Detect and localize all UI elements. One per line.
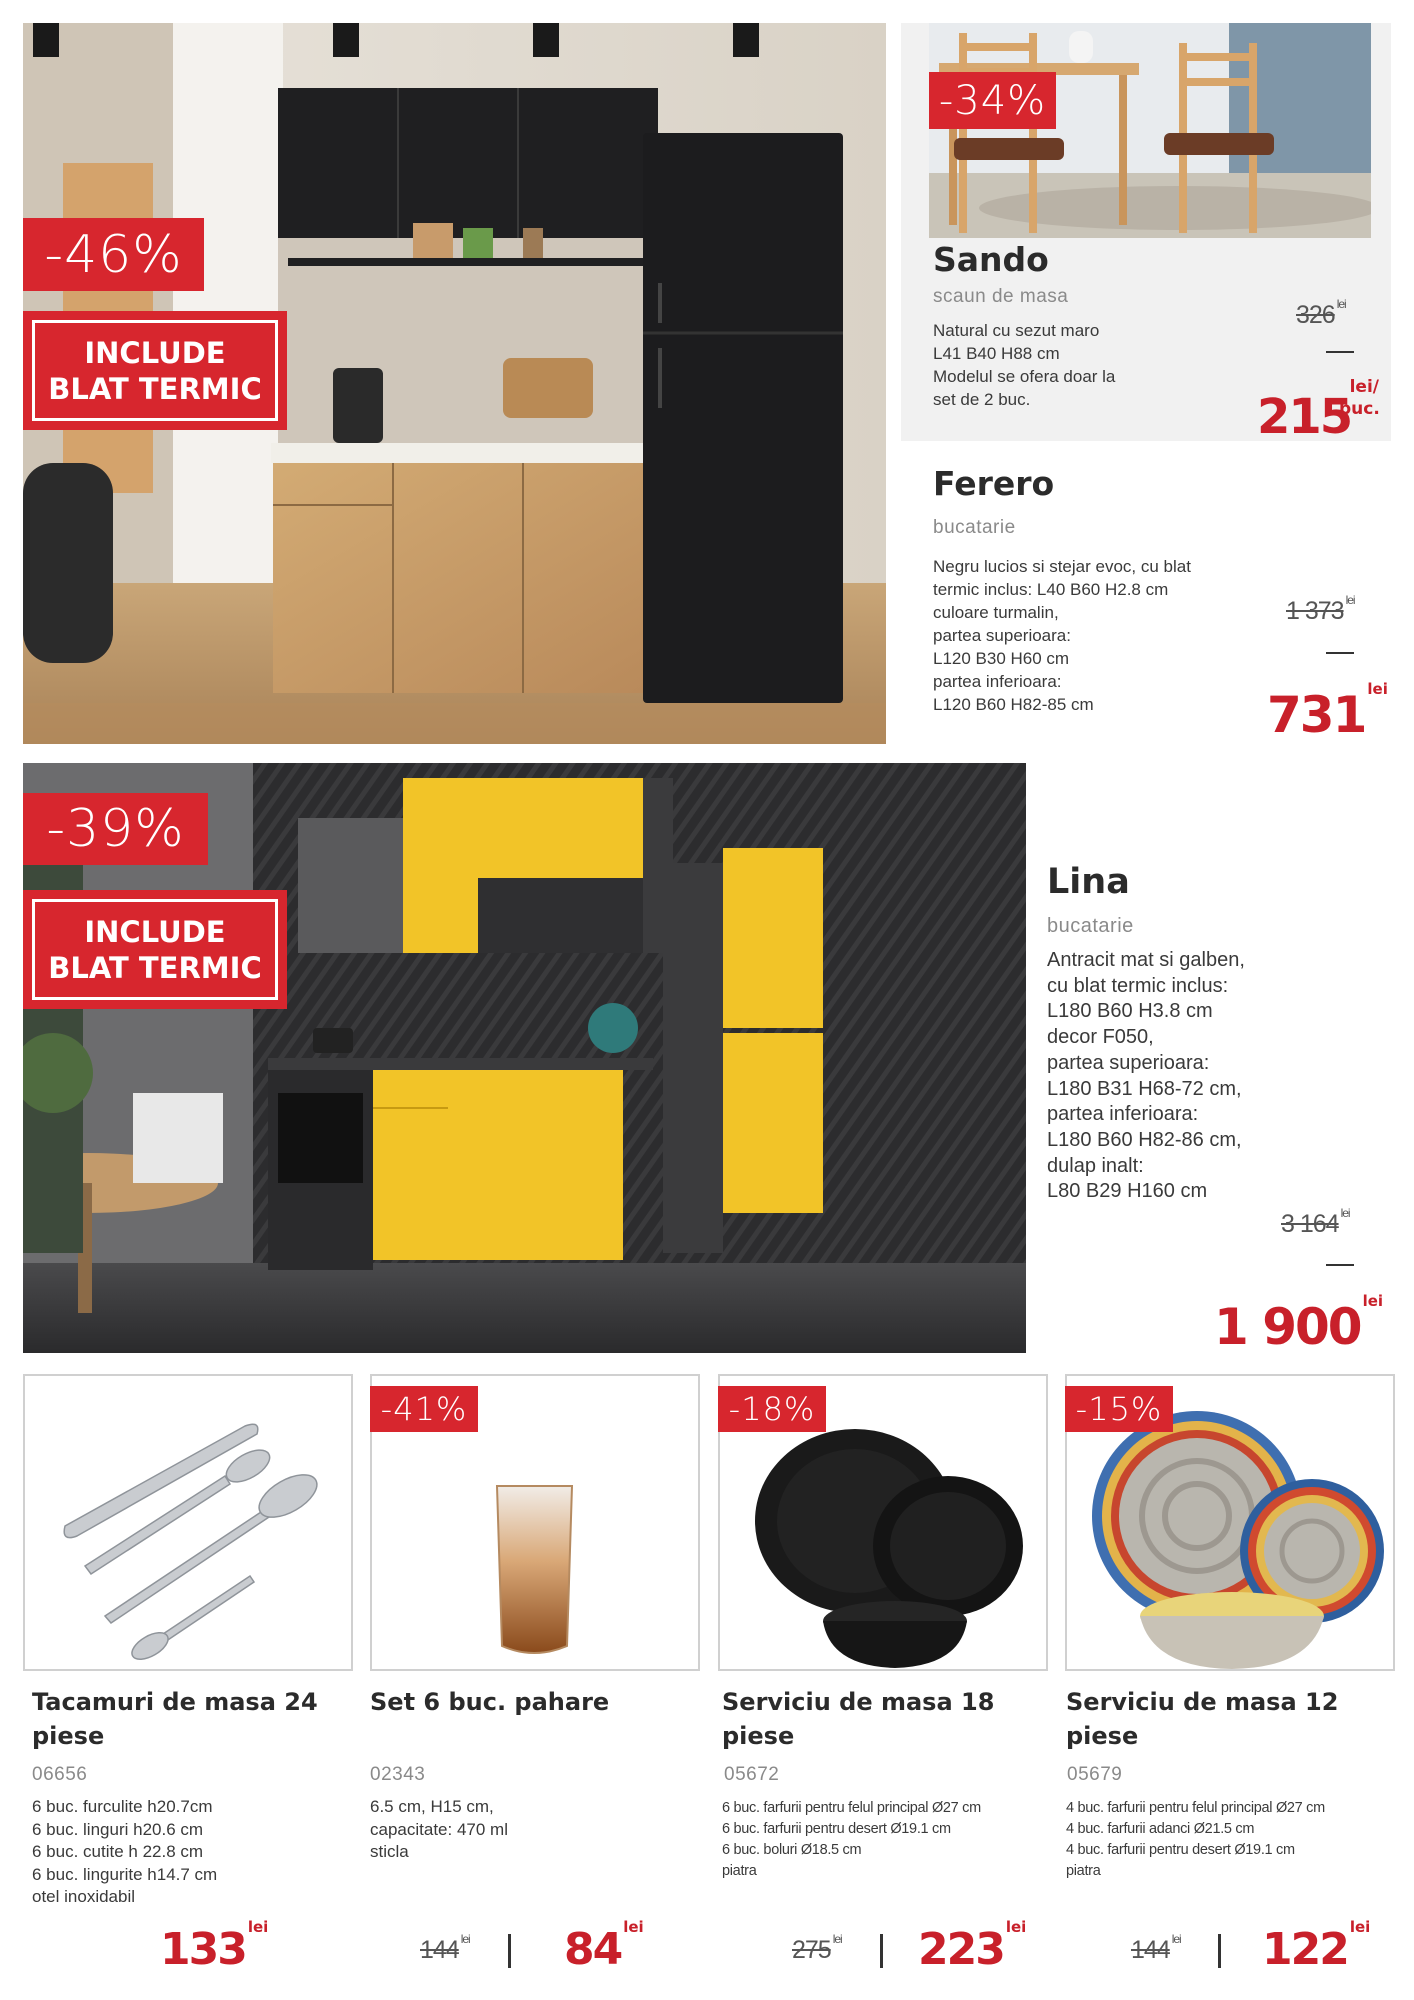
ferero-price-divider bbox=[1326, 652, 1354, 654]
product-new-price-dinner-set-18 bbox=[918, 1918, 1027, 1975]
product-old-price-value: 144 bbox=[420, 1936, 459, 1964]
ferero-include-blat-termic-badge bbox=[23, 311, 287, 430]
product-description-cutlery: 6 buc. furculite h20.7cm 6 buc. linguri h20.6 cm 6 buc. cutite h 22.8 cm 6 buc. lingurite h14.7 cm otel inoxidabil bbox=[32, 1797, 218, 1906]
sando-chair-image bbox=[929, 23, 1371, 238]
product-code-glasses: 02343 bbox=[370, 1764, 426, 1785]
product-name-glasses: Set 6 buc. pahare bbox=[370, 1688, 610, 1716]
product-new-price-glasses bbox=[564, 1918, 644, 1975]
product-card-cutlery[interactable] bbox=[23, 1374, 353, 1671]
product-name-cutlery: Tacamuri de masa 24 piese bbox=[32, 1688, 318, 1750]
lina-discount-badge: -39% bbox=[23, 793, 208, 865]
product-new-currency: lei bbox=[247, 1918, 269, 1936]
badge-line-1: INCLUDE bbox=[84, 914, 226, 949]
cutlery-image bbox=[25, 1376, 351, 1669]
sando-old-price bbox=[1296, 297, 1346, 330]
lina-old-currency: lei bbox=[1340, 1206, 1350, 1220]
lina-include-blat-termic-badge bbox=[23, 890, 287, 1009]
sando-description: Natural cu sezut maro L41 B40 H88 cm Modelul se ofera doar la set de 2 buc. bbox=[933, 321, 1116, 409]
sando-new-price: 215 bbox=[1257, 389, 1352, 445]
sando-old-currency: lei bbox=[1336, 297, 1346, 311]
lina-old-price bbox=[1281, 1206, 1350, 1239]
product-name-dinner-set-18: Serviciu de masa 18 piese bbox=[722, 1688, 995, 1750]
product-description-glasses: 6.5 cm, H15 cm, capacitate: 470 ml sticla bbox=[370, 1797, 508, 1861]
product-code-dinner-set-12: 05679 bbox=[1067, 1764, 1123, 1785]
badge-line-1: INCLUDE bbox=[84, 335, 226, 370]
lina-price-divider bbox=[1326, 1264, 1354, 1266]
badge-line-2: BLAT TERMIC bbox=[48, 950, 262, 985]
product-new-price-cutlery bbox=[160, 1918, 269, 1975]
product-discount-badge-glasses: -41% bbox=[370, 1386, 478, 1432]
product-old-price-glasses bbox=[420, 1932, 470, 1965]
product-new-currency: lei bbox=[1005, 1918, 1027, 1936]
lina-category: bucatarie bbox=[1047, 915, 1134, 937]
product-new-price-dinner-set-12 bbox=[1262, 1918, 1371, 1975]
product-old-currency: lei bbox=[832, 1932, 842, 1946]
sando-name: Sando bbox=[933, 240, 1049, 279]
sando-category: scaun de masa bbox=[933, 286, 1069, 307]
lina-new-currency: lei bbox=[1362, 1292, 1384, 1310]
product-old-currency: lei bbox=[1171, 1932, 1181, 1946]
sando-discount-badge: -34% bbox=[929, 72, 1056, 129]
product-old-currency: lei bbox=[460, 1932, 470, 1946]
product-description-dinner-set-12: 4 buc. farfurii pentru felul principal Ø27 cm 4 buc. farfurii adanci Ø21.5 cm 4 buc. farfurii pentru desert Ø19.1 cm piatra bbox=[1066, 1800, 1325, 1879]
ferero-old-price bbox=[1286, 593, 1355, 626]
ferero-discount-badge: -46% bbox=[23, 218, 204, 291]
ferero-old-price-value: 1 373 bbox=[1286, 597, 1344, 625]
product-new-price-value: 133 bbox=[160, 1924, 246, 1975]
ferero-category: bucatarie bbox=[933, 517, 1016, 538]
product-discount-badge-dinner-set-18: -18% bbox=[718, 1386, 826, 1432]
sando-unit-label: lei/ buc. bbox=[1339, 377, 1380, 419]
product-old-price-value: 144 bbox=[1131, 1936, 1170, 1964]
product-old-price-value: 275 bbox=[792, 1936, 831, 1964]
ferero-name: Ferero bbox=[933, 464, 1055, 503]
lina-old-price-value: 3 164 bbox=[1281, 1210, 1339, 1238]
product-new-currency: lei bbox=[623, 1918, 644, 1936]
lina-new-price-value: 1 900 bbox=[1214, 1298, 1361, 1356]
product-code-cutlery: 06656 bbox=[32, 1764, 88, 1785]
price-separator-dinner-set-18 bbox=[880, 1934, 883, 1968]
product-old-price-dinner-set-18 bbox=[792, 1932, 842, 1965]
product-description-dinner-set-18: 6 buc. farfurii pentru felul principal Ø27 cm 6 buc. farfurii pentru desert Ø19.1 cm 6 buc. boluri Ø18.5 cm piatra bbox=[722, 1800, 981, 1879]
lina-description: Antracit mat si galben, cu blat termic inclus: L180 B60 H3.8 cm decor F050, partea superioara: L180 B31 H68-72 cm, partea inferioara: L180 B60 H82-86 cm, dulap inalt: L80 B29 H160 cm bbox=[1047, 949, 1245, 1203]
badge-line-2: BLAT TERMIC bbox=[48, 371, 262, 406]
product-new-price-value: 122 bbox=[1262, 1924, 1348, 1975]
price-separator-dinner-set-12 bbox=[1218, 1934, 1221, 1968]
lina-name: Lina bbox=[1047, 862, 1130, 902]
sando-old-price-value: 326 bbox=[1296, 301, 1335, 329]
product-old-price-dinner-set-12 bbox=[1131, 1932, 1181, 1965]
price-separator-glasses bbox=[508, 1934, 511, 1968]
ferero-description: Negru lucios si stejar evoc, cu blat termic inclus: L40 B60 H2.8 cm culoare turmalin, partea superioara: L120 B30 H60 cm partea inferioara: L120 B60 H82-85 cm bbox=[933, 557, 1191, 714]
ferero-old-currency: lei bbox=[1345, 593, 1355, 607]
ferero-new-price-value: 731 bbox=[1267, 686, 1366, 744]
product-code-dinner-set-18: 05672 bbox=[724, 1764, 780, 1785]
product-new-currency: lei bbox=[1349, 1918, 1371, 1936]
product-discount-badge-dinner-set-12: -15% bbox=[1065, 1386, 1173, 1432]
lina-new-price bbox=[1214, 1292, 1384, 1356]
ferero-new-currency: lei bbox=[1367, 680, 1388, 698]
product-name-dinner-set-12: Serviciu de masa 12 piese bbox=[1066, 1688, 1339, 1750]
product-new-price-value: 223 bbox=[918, 1924, 1004, 1975]
sando-price-divider bbox=[1326, 351, 1354, 353]
ferero-new-price bbox=[1267, 680, 1388, 744]
product-new-price-value: 84 bbox=[564, 1924, 622, 1975]
